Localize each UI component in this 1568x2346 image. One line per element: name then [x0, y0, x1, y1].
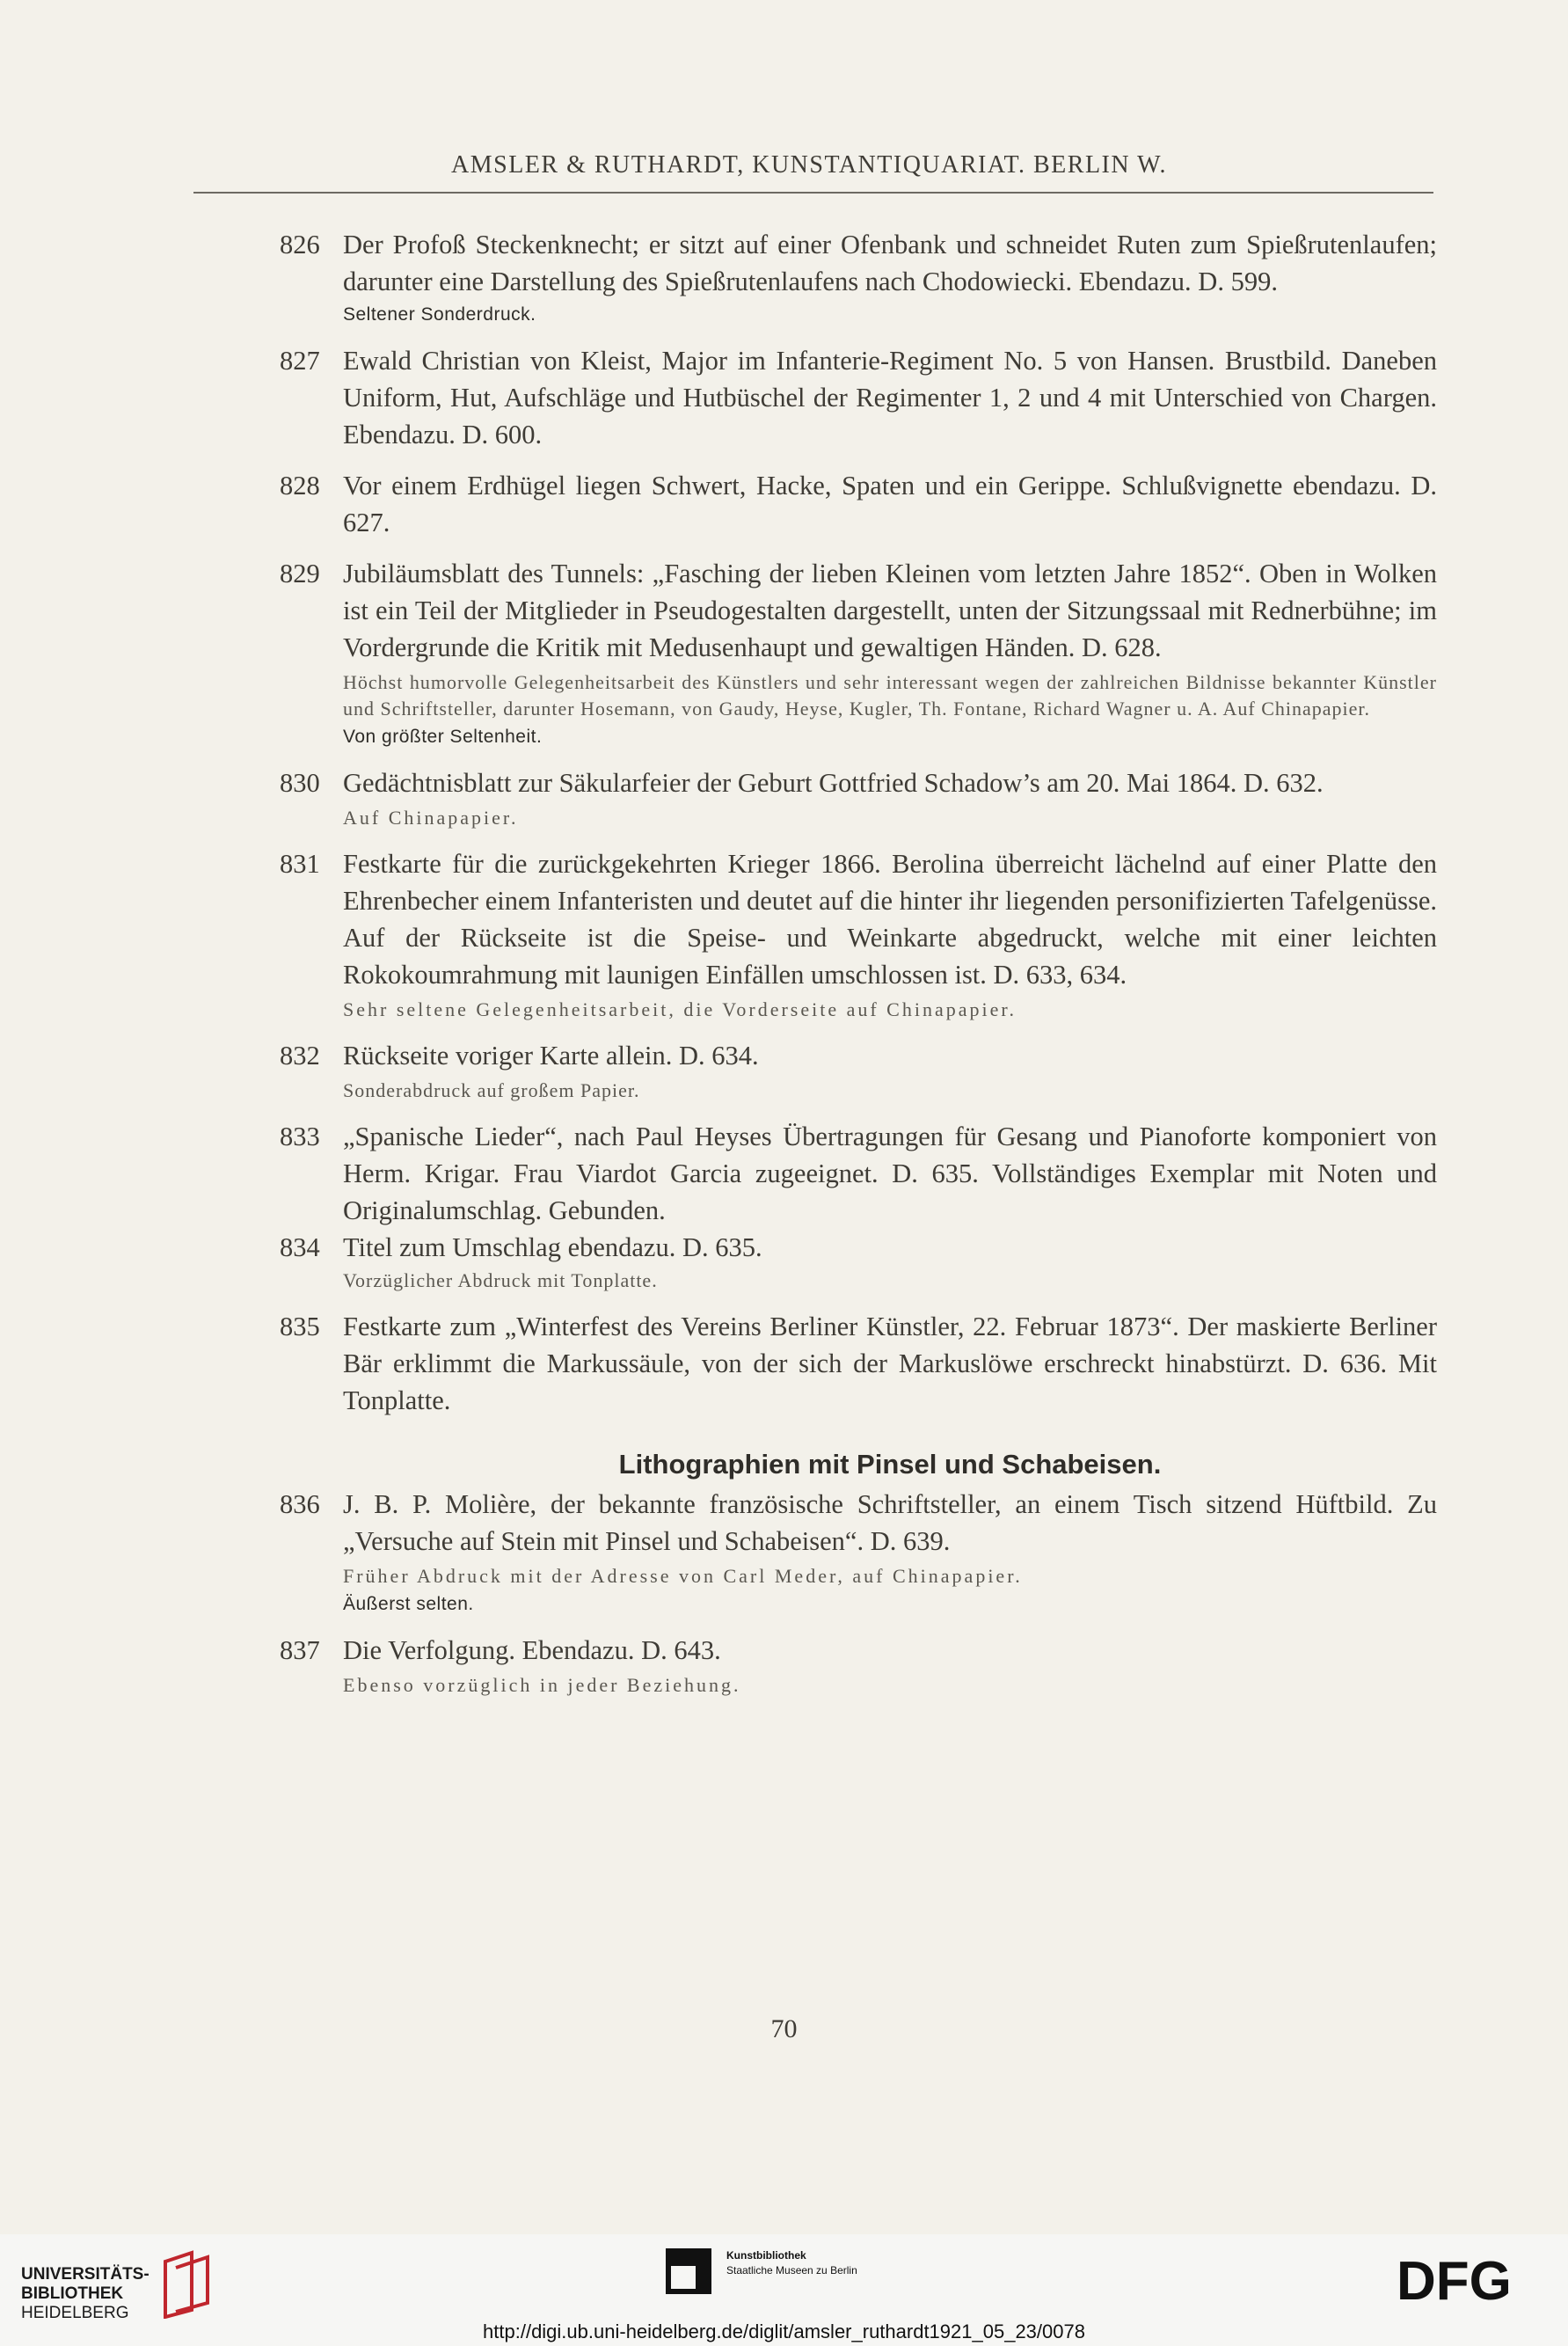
entry-text: J. B. P. Molière, der bekannte französische Schriftsteller, an einem Tisch sitzend Hüftbild. Zu „Versuche auf Stein mit Pinsel und Schabeisen“. D. 639. [343, 1489, 1437, 1556]
entry-number: 834 [280, 1232, 320, 1262]
catalog-entry-832 [280, 1037, 1437, 1074]
entry-number: 831 [280, 849, 320, 879]
entry-text: Rückseite voriger Karte allein. D. 634. [343, 1041, 759, 1071]
dfg-logo [1397, 2254, 1546, 2306]
catalog-entry-826 [280, 226, 1437, 300]
section-title: Lithographien mit Pinsel und Schabeisen. [618, 1449, 1162, 1480]
entry-number: 833 [280, 1122, 320, 1151]
kb-line-1: Kunstbibliothek [726, 2249, 806, 2262]
entry-text: Ewald Christian von Kleist, Major im Infanterie-Regiment No. 5 von Hansen. Brustbild. Daneben Uniform, Hut, Aufschläge und Hutbüschel der Regimenter 1, 2 und 4 mit Unterschied von Chargen. Ebendazu. D. 600. [343, 346, 1437, 449]
catalog-entry-834 [280, 1229, 1437, 1266]
entry-number: 829 [280, 559, 320, 588]
catalog-entry-830 [280, 764, 1437, 801]
ub-line-2: BIBLIOTHEK [21, 2284, 124, 2303]
entry-bold-note: Von größter Seltenheit. [343, 727, 543, 747]
entry-text: Gedächtnisblatt zur Säkularfeier der Geburt Gottfried Schadow’s am 20. Mai 1864. D. 632. [343, 768, 1324, 798]
ub-mark-icon [157, 2248, 218, 2319]
entry-note: Auf Chinapapier. [343, 807, 519, 829]
page-number: 70 [770, 2014, 798, 2043]
university-library-logo [21, 2265, 150, 2323]
entry-bold-note: Äußerst selten. [343, 1594, 474, 1614]
entry-text: Die Verfolgung. Ebendazu. D. 643. [343, 1635, 721, 1665]
entry-number: 836 [280, 1489, 320, 1519]
kunstbibliothek-logo-icon [666, 2248, 711, 2294]
entry-note: Ebenso vorzüglich in jeder Beziehung. [343, 1674, 741, 1696]
catalog-entry-833 [280, 1118, 1437, 1229]
entry-note: Höchst humorvolle Gelegenheitsarbeit des Künstlers und sehr interessant wegen der zahlreichen Bildnisse bekannter Künstler und Schriftsteller, darunter Hosemann, von Gaudy, Heyse, Kugler, Th. Fontane, Richard Wagner u. A. Auf Chinapapier. [343, 671, 1437, 720]
entry-number: 835 [280, 1312, 320, 1341]
catalog-entry-828 [280, 467, 1437, 541]
entry-note: Sonderabdruck auf großem Papier. [343, 1079, 640, 1101]
entry-text: Titel zum Umschlag ebendazu. D. 635. [343, 1232, 762, 1262]
entry-text: „Spanische Lieder“, nach Paul Heyses Übertragungen für Gesang und Pianoforte komponiert von Herm. Krigar. Frau Viardot Garcia zugeeignet. D. 635. Vollständiges Exemplar mit Noten und Originalumschlag. Gebunden. [343, 1122, 1437, 1225]
catalog-entries [280, 226, 1437, 1699]
entry-text: Jubiläumsblatt des Tunnels: „Fasching der lieben Kleinen vom letzten Jahre 1852“. Oben in Wolken ist ein Teil der Mitglieder in Pseudogestalten dargestellt, unten der Sitzungssaal mit Rednerbühne; im Vordergrunde die Kritik mit Medusenhaupt und gewaltigen Händen. D. 628. [343, 559, 1437, 662]
catalog-entry-836 [280, 1486, 1437, 1560]
ub-line-1: UNIVERSITÄTS- [21, 2265, 150, 2284]
catalog-entry-827 [280, 342, 1437, 453]
entry-bold-note: Seltener Sonderdruck. [343, 304, 536, 325]
entry-text: Der Profoß Steckenknecht; er sitzt auf einer Ofenbank und schneidet Ruten zum Spießrutenlaufen; darunter eine Darstellung des Spießrutenlaufens nach Chodowiecki. Ebendazu. D. 599. [343, 230, 1437, 296]
entry-note: Früher Abdruck mit der Adresse von Carl Meder, auf Chinapapier. [343, 1565, 1023, 1587]
entry-number: 826 [280, 230, 320, 259]
kb-line-2: Staatliche Museen zu Berlin [726, 2264, 857, 2277]
running-header: AMSLER & RUTHARDT, KUNSTANTIQUARIAT. BERLIN W. [451, 151, 1167, 179]
entry-text: Festkarte zum „Winterfest des Vereins Berliner Künstler, 22. Februar 1873“. Der maskierte Berliner Bär erklimmt die Markussäule, von der sich der Markuslöwe erschreckt hinabstürzt. D. 636. Mit Tonplatte. [343, 1312, 1437, 1415]
entry-number: 832 [280, 1041, 320, 1071]
entry-text: Festkarte für die zurückgekehrten Krieger 1866. Berolina überreicht lächelnd auf einer Platte den Ehrenbecher einem Infanteristen und deutet auf die hinter ihr liegenden personifizierten Tafelgenüsse. Auf der Rückseite ist die Speise- und Weinkarte abgedruckt, welche mit einer leichten Rokokoumrahmung mit launigen Einfällen umschlossen ist. D. 633, 634. [343, 849, 1437, 990]
header-rule [193, 192, 1433, 194]
catalog-entry-837 [280, 1632, 1437, 1669]
entry-number: 837 [280, 1635, 320, 1665]
entry-note: Sehr seltene Gelegenheitsarbeit, die Vorderseite auf Chinapapier. [343, 998, 1017, 1020]
entry-number: 830 [280, 768, 320, 798]
ub-line-3: HEIDELBERG [21, 2304, 129, 2322]
kunstbibliothek-label [726, 2248, 857, 2278]
entry-note: Vorzüglicher Abdruck mit Tonplatte. [343, 1269, 658, 1291]
dfg-text: DFG [1397, 2254, 1512, 2306]
catalog-entry-831 [280, 845, 1437, 993]
entry-text: Vor einem Erdhügel liegen Schwert, Hacke, Spaten und ein Gerippe. Schlußvignette ebendazu. D. 627. [343, 471, 1437, 537]
catalog-entry-835 [280, 1308, 1437, 1419]
entry-number: 828 [280, 471, 320, 501]
permalink-url[interactable]: http://digi.ub.uni-heidelberg.de/diglit/amsler_ruthardt1921_05_23/0078 [483, 2320, 1085, 2342]
entry-number: 827 [280, 346, 320, 376]
catalog-entry-829 [280, 555, 1437, 666]
